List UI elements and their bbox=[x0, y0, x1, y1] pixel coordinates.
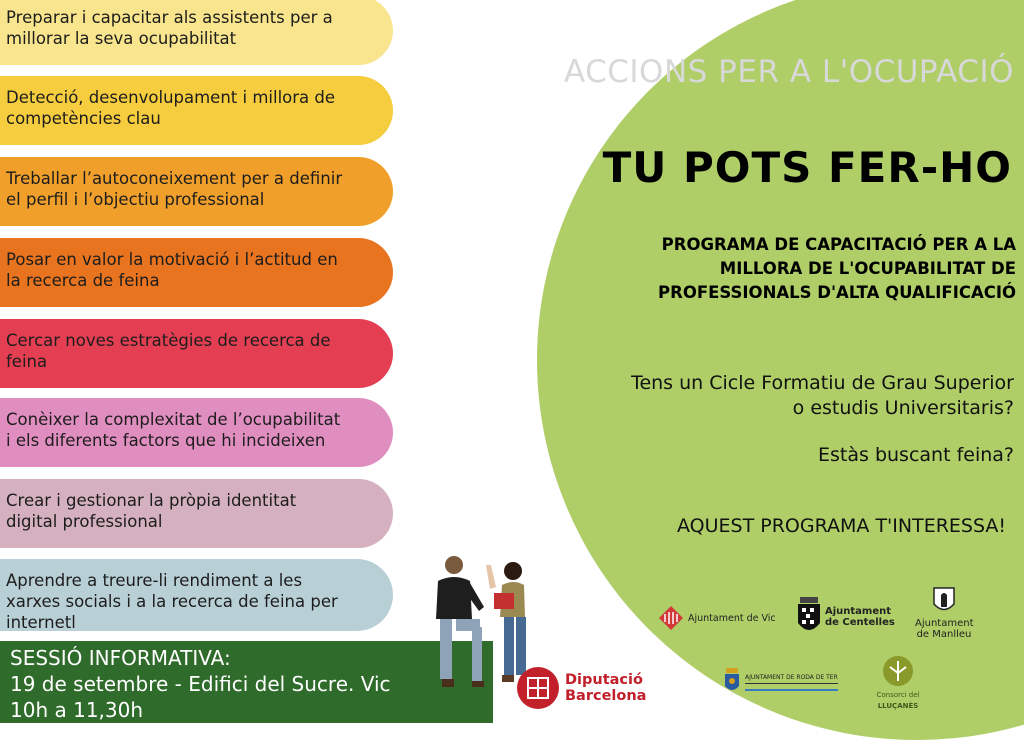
diputacio-line: Diputació bbox=[565, 672, 643, 688]
subtitle-line: MILLORA DE L'OCUPABILITAT DE bbox=[719, 259, 1016, 278]
tab-line: Treballar l’autoconeixement per a definir bbox=[6, 169, 343, 188]
vic-shield-icon bbox=[658, 605, 684, 631]
diputacio-logo bbox=[517, 667, 646, 709]
subtitle-line: PROGRAMA DE CAPACITACIÓ PER A LA bbox=[661, 235, 1016, 254]
tab-line: competències clau bbox=[6, 109, 161, 128]
tab-2 bbox=[0, 76, 393, 145]
tab-line: Conèixer la complexitat de l’ocupabilitat bbox=[6, 410, 341, 429]
tab-line: i els diferents factors que hi incideixen bbox=[6, 431, 326, 450]
manlleu-logo bbox=[915, 587, 973, 640]
tab-line: Crear i gestionar la pròpia identitat bbox=[6, 491, 297, 510]
question-line: Tens un Cicle Formatiu de Grau Superior bbox=[631, 372, 1014, 394]
session-heading: SESSIÓ INFORMATIVA: bbox=[10, 646, 231, 670]
question-line: o estudis Universitaris? bbox=[792, 397, 1014, 419]
subtitle-line: PROFESSIONALS D'ALTA QUALIFICACIÓ bbox=[658, 283, 1016, 302]
vic-logo bbox=[658, 605, 776, 631]
tab-line: Posar en valor la motivació i l’actitud en bbox=[6, 250, 338, 269]
centelles-line: de Centelles bbox=[825, 617, 895, 628]
llucanes-logo bbox=[870, 655, 926, 712]
roda-de-ter-logo bbox=[724, 668, 838, 694]
centelles-logo bbox=[796, 597, 895, 637]
tab-line: la recerca de feina bbox=[6, 271, 160, 290]
roda-de-ter-text bbox=[745, 672, 838, 691]
manlleu-line: de Manlleu bbox=[916, 629, 972, 640]
tab-line: xarxes socials i a la recerca de feina per bbox=[6, 592, 338, 611]
tab-3 bbox=[0, 157, 393, 226]
tab-8 bbox=[0, 559, 393, 631]
question-job: Estàs buscant feina? bbox=[818, 444, 1014, 466]
call-to-action: AQUEST PROGRAMA T'INTERESSA! bbox=[677, 515, 1006, 537]
centelles-line: Ajuntament bbox=[825, 606, 892, 617]
roda-de-ter-name: AJUNTAMENT DE RODA DE TER bbox=[745, 672, 838, 684]
tab-line: feina bbox=[6, 352, 48, 371]
centelles-shield-icon bbox=[796, 597, 822, 637]
tab-7 bbox=[0, 479, 393, 548]
tab-line: Preparar i capacitar als assistents per a bbox=[6, 8, 333, 27]
tab-6 bbox=[0, 398, 393, 467]
tab-line: Detecció, desenvolupament i millora de bbox=[6, 88, 336, 107]
page-title: TU POTS FER-HO bbox=[602, 143, 1012, 192]
tab-line: Aprendre a treure-li rendiment a les bbox=[6, 571, 303, 590]
program-subtitle bbox=[546, 233, 1016, 305]
diputacio-emblem-icon bbox=[517, 667, 559, 709]
diputacio-line: Barcelona bbox=[565, 688, 647, 704]
tab-line: millorar la seva ocupabilitat bbox=[6, 29, 237, 48]
roda-de-ter-shield-icon bbox=[724, 668, 740, 694]
diputacio-name bbox=[565, 672, 646, 704]
tab-line: digital professional bbox=[6, 512, 163, 531]
page-header: ACCIONS PER A L'OCUPACIÓ bbox=[563, 54, 1014, 90]
tab-5 bbox=[0, 319, 393, 388]
tab-1 bbox=[0, 0, 393, 65]
question-studies bbox=[631, 371, 1014, 421]
vic-name: Ajuntament de Vic bbox=[688, 612, 776, 624]
tab-line: el perfil i l’objectiu professional bbox=[6, 190, 265, 209]
session-info-box bbox=[0, 641, 493, 723]
llucanes-line: Consorci del bbox=[876, 691, 920, 699]
manlleu-line: Ajuntament bbox=[915, 618, 974, 629]
tab-4 bbox=[0, 238, 393, 307]
session-date-place: 19 de setembre - Edifici del Sucre. Vic bbox=[10, 672, 391, 696]
tab-line: Cercar noves estratègies de recerca de bbox=[6, 331, 331, 350]
session-time: 10h a 11,30h bbox=[10, 698, 144, 722]
llucanes-line: LLUÇANÈS bbox=[877, 702, 919, 710]
tab-line: internetl bbox=[6, 613, 76, 632]
llucanes-leaf-icon bbox=[882, 655, 914, 687]
manlleu-shield-icon bbox=[933, 587, 955, 615]
centelles-name bbox=[825, 606, 895, 628]
